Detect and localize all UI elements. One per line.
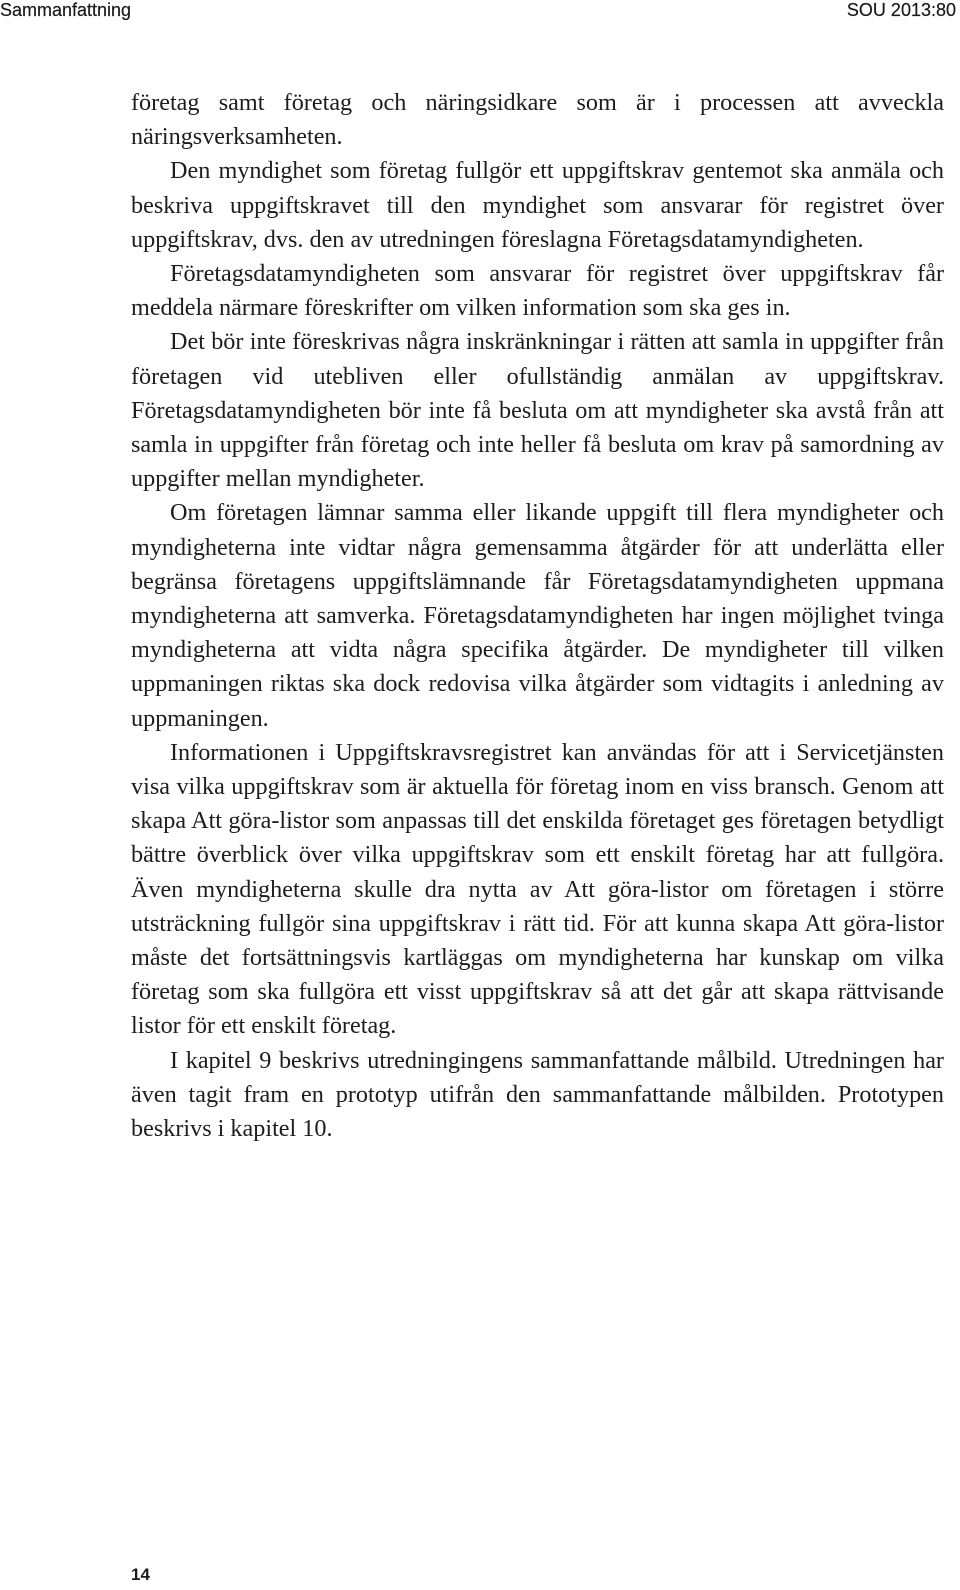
running-header <box>0 0 960 24</box>
body-text <box>131 86 944 1146</box>
paragraph: I kapitel 9 beskrivs utredningingens sammanfattande målbild. Utredningen har även tagit fram en prototyp utifrån den sammanfattande målbilden. Prototypen beskrivs i kapitel 10. <box>131 1046 944 1143</box>
page-number: 14 <box>131 1565 150 1584</box>
paragraph-continued: företag samt företag och näringsidkare som är i processen att avveckla näringsverksamheten. <box>131 89 944 151</box>
paragraph: Det bör inte föreskrivas några inskränkningar i rätten att samla in uppgifter från företagen vid utebliven eller ofullständig anmälan av uppgiftskrav. Företagsdatamyndigheten bör inte få besluta om att myndigheter ska avstå från att samla in uppgifter från företag och inte heller få besluta om krav på samordning av uppgifter mellan myndigheter. <box>131 328 944 493</box>
paragraph: Företagsdatamyndigheten som ansvarar för registret över uppgiftskrav får meddela närmare föreskrifter om vilken information som ska ges in. <box>131 260 944 322</box>
paragraph: Om företagen lämnar samma eller likande uppgift till flera myndigheter och myndigheterna inte vidtar några gemensamma åtgärder för att underlätta eller begränsa företagens uppgiftslämnande får Företagsdatamyndigheten uppmana myndigheterna att samverka. Företagsdatamyndigheten har ingen möjlighet tvinga myndigheterna att vidta några specifika åtgärder. De myndigheter till vilken uppmaningen riktas ska dock redovisa vilka åtgärder som vidtagits i anledning av uppmaningen. <box>131 499 944 732</box>
paragraph: Den myndighet som företag fullgör ett uppgiftskrav gentemot ska anmäla och beskriva uppgiftskravet till den myndighet som ansvarar för registret över uppgiftskrav, dvs. den av utredningen föreslagna Företagsdatamyndigheten. <box>131 157 944 253</box>
section-title: Sammanfattning <box>0 0 132 20</box>
report-id: SOU 2013:80 <box>846 0 956 20</box>
paragraph: Informationen i Uppgiftskravsregistret kan användas för att i Servicetjänsten visa vilka uppgiftskrav som är aktuella för företag inom en viss bransch. Genom att skapa Att göra-listor som anpassas till det enskilda företaget ges företagen betydligt bättre överblick över vilka uppgiftskrav som ett enskilt företag har att fullgöra. Även myndigheterna skulle dra nytta av Att göra-listor om företagen i större utsträckning fullgör sina uppgiftskrav i rätt tid. För att kunna skapa Att göra-listor måste det fortsättningsvis kartläggas om myndigheterna har kunskap om vilka företag som ska fullgöra ett visst uppgiftskrav så att det går att skapa rättvisande listor för ett enskilt företag. <box>131 738 944 1040</box>
